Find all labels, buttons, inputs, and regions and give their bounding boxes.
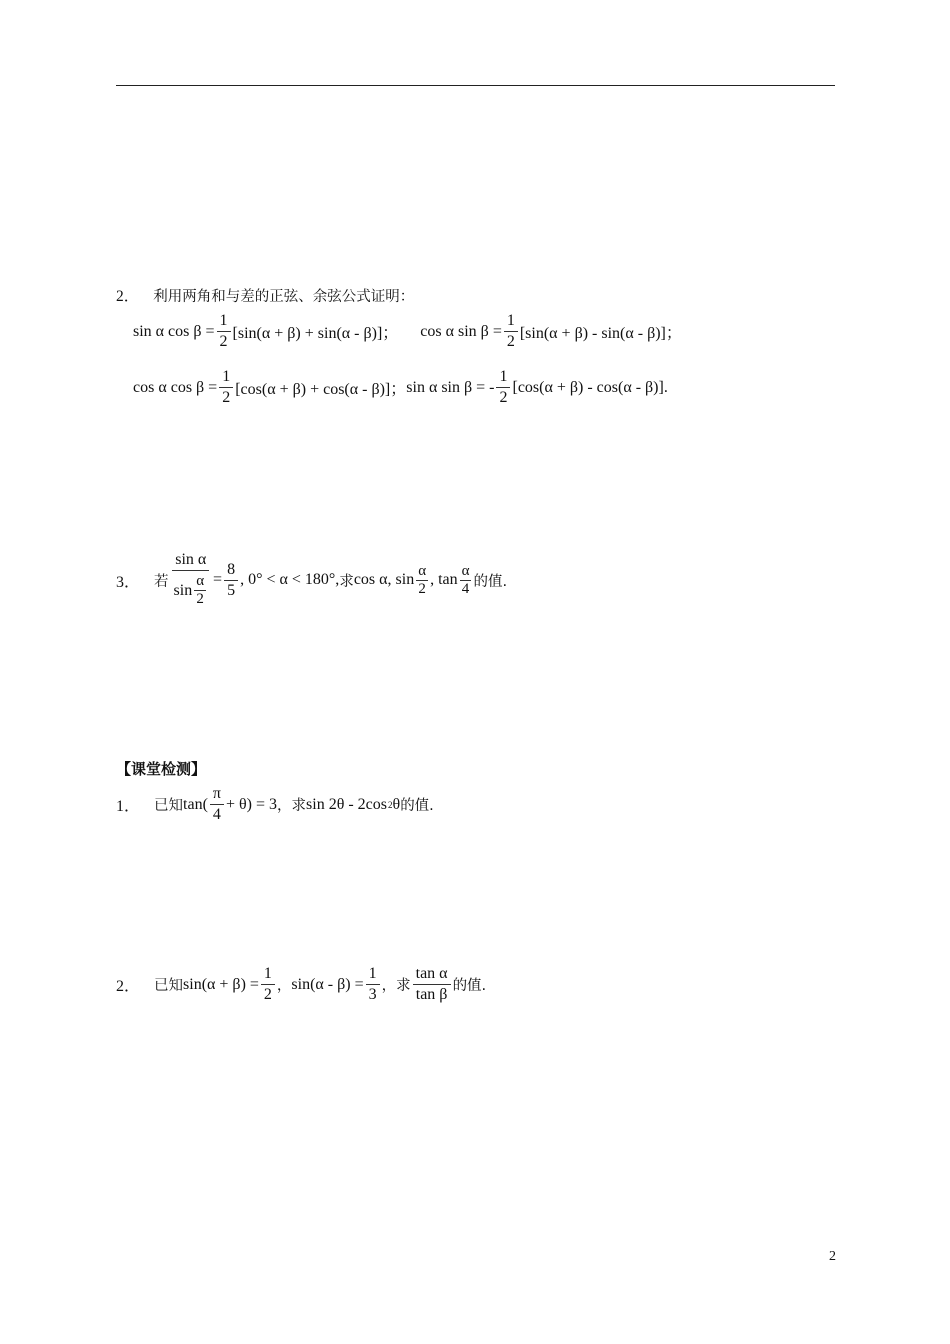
ask-word: ，求 (381, 978, 411, 994)
check-question-1 (116, 784, 434, 825)
problem-3-statement (116, 550, 507, 610)
ask-word: 求 (339, 573, 354, 590)
fraction-numerator: α (196, 573, 205, 589)
target-expression: sin 2θ - 2cos (306, 795, 388, 813)
tan-ratio-fraction (413, 964, 451, 1005)
formula-2-right: [sin(α + β) - sin(α - β)]； (519, 325, 682, 342)
problem-prefix: 若 (154, 573, 169, 590)
problem-suffix: 的值. (473, 573, 508, 590)
separator: ， (276, 978, 292, 994)
check-question-2 (116, 964, 486, 1005)
fraction-denominator: 4 (212, 806, 221, 823)
sine-ratio-fraction (171, 550, 212, 610)
formula-3-left: cos α cos β = (133, 378, 218, 396)
question-suffix: 的值. (452, 978, 487, 994)
fraction-denominator: 3 (368, 986, 377, 1003)
formula-4-right: [cos(α + β) - cos(α - β)]. (512, 378, 668, 396)
fraction-numerator: 1 (217, 311, 231, 332)
question-middle: ，求 (277, 798, 307, 814)
question-prefix: 已知 (154, 798, 184, 814)
difference-value-fraction (366, 964, 380, 1005)
fraction-denominator: tan β (415, 986, 448, 1003)
difference-expression: sin(α - β) = (291, 975, 364, 993)
fraction-numerator: 1 (219, 367, 233, 388)
section-title: 【课堂检测】 (116, 760, 207, 778)
equals-sign: = (213, 571, 223, 588)
fraction-denominator: 2 (222, 389, 231, 406)
fraction-denominator: 4 (461, 580, 470, 597)
problem-2-statement (116, 284, 414, 306)
fraction-numerator: 1 (496, 367, 510, 388)
formula-3-right: [cos(α + β) + cos(α - β)]； (235, 381, 407, 398)
sum-expression: sin(α + β) = (183, 975, 259, 993)
fraction-denominator: 5 (227, 581, 236, 599)
fraction-numerator: α (418, 562, 427, 579)
problem-number: 3． (116, 573, 141, 591)
fraction-numerator: π (210, 784, 224, 805)
pi-quarter-fraction (210, 784, 224, 825)
sum-value-fraction (261, 964, 275, 1005)
angle-condition: , 0° < α < 180°, (240, 571, 340, 588)
fraction-numerator: 1 (366, 964, 380, 985)
formula-4-fraction (496, 367, 510, 408)
formula-row-1 (133, 311, 682, 352)
expression-1: cos α, sin (353, 571, 415, 588)
formula-1-right: [sin(α + β) + sin(α - β)]； (232, 325, 399, 342)
fraction-numerator: 8 (224, 560, 238, 581)
tan-rest: + θ) = 3 (225, 795, 278, 813)
formula-row-2 (133, 367, 668, 408)
tan-open: tan( (183, 795, 208, 813)
alpha-quarter-fraction (460, 563, 472, 598)
fraction-numerator: 1 (504, 311, 518, 332)
fraction-numerator: 1 (261, 964, 275, 985)
problem-text: 利用两角和与差的正弦、余弦公式证明： (153, 288, 415, 305)
fraction-denominator: 2 (418, 580, 426, 597)
value-fraction (224, 560, 238, 601)
formula-2-fraction (504, 311, 518, 352)
question-number: 1． (116, 798, 141, 815)
fraction-denominator: 2 (263, 986, 272, 1003)
question-number: 2． (116, 978, 141, 995)
formula-2-left: cos α sin β = (420, 322, 502, 340)
fraction-denominator (171, 571, 212, 610)
alpha-half-fraction (416, 563, 428, 598)
fraction-denominator: 2 (219, 333, 228, 350)
expression-2: , tan (430, 571, 458, 588)
question-suffix: 的值. (400, 798, 434, 814)
exponent: 2 (388, 799, 393, 810)
formula-4-left: sin α sin β = - (406, 378, 495, 396)
target-expression-end: θ (392, 795, 401, 813)
formula-1-fraction (217, 311, 231, 352)
fraction-denominator: 2 (499, 389, 508, 406)
fraction-denominator: 2 (506, 333, 515, 350)
problem-number: 2． (116, 288, 140, 305)
fraction-numerator: tan α (413, 964, 451, 985)
formula-3-fraction (219, 367, 233, 408)
fraction-denominator: 2 (196, 591, 204, 607)
header-rule (116, 85, 835, 86)
page-number: 2 (829, 1249, 836, 1264)
fraction-numerator: sin α (172, 550, 209, 571)
half-angle-fraction (194, 573, 206, 608)
fraction-numerator: α (461, 562, 470, 579)
question-prefix: 已知 (154, 978, 184, 994)
sin-label: sin (173, 581, 193, 599)
formula-1-left: sin α cos β = (133, 322, 215, 340)
